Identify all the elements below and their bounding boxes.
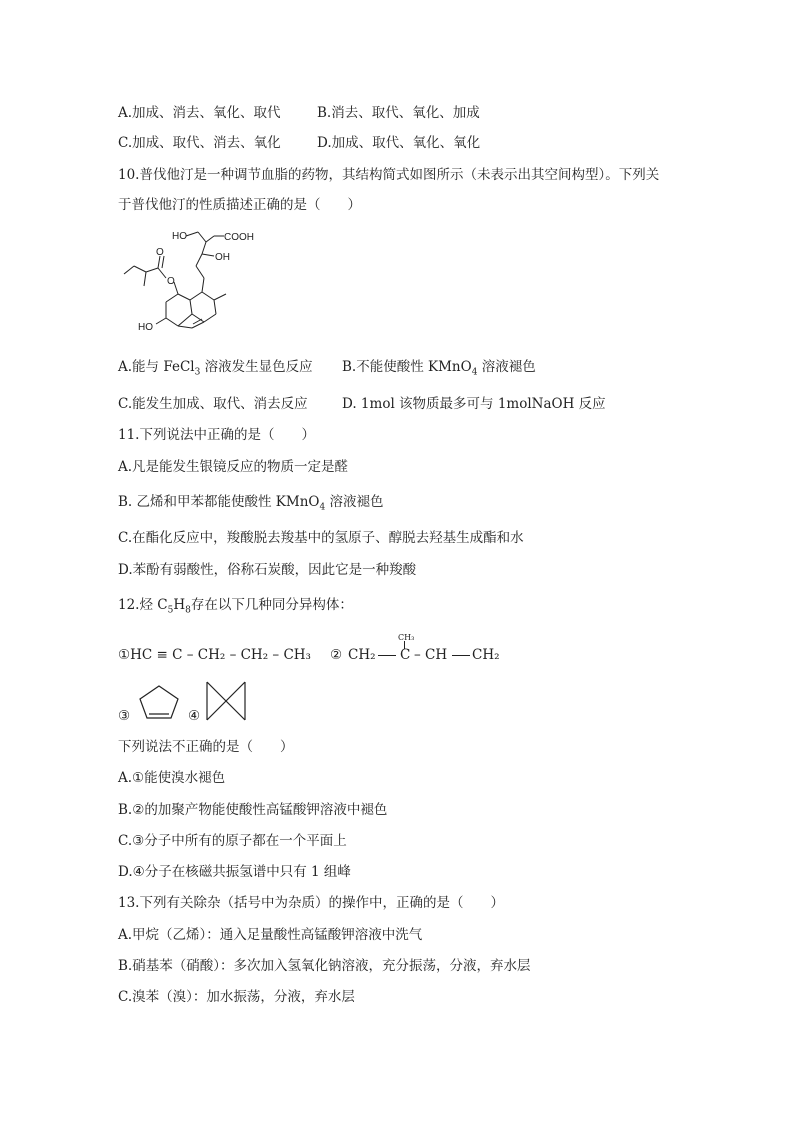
q12-stem-sub2: 8 bbox=[185, 605, 191, 616]
struct-o: O bbox=[167, 276, 175, 287]
spiropentane-structure bbox=[203, 678, 249, 724]
q12-isomer-2-ch2-right: CH₂ bbox=[472, 647, 500, 663]
q13-stem: 13.下列有关除杂（括号中为杂质）的操作中，正确的是（ ） bbox=[118, 895, 504, 911]
q10-option-b-post: 溶液褪色 bbox=[477, 359, 536, 375]
q10-option-b-pre: B.不能使酸性 KMnO bbox=[342, 359, 472, 375]
double-bond-left bbox=[378, 655, 396, 656]
q9-option-d: D.加成、取代、氧化、氧化 bbox=[317, 135, 481, 151]
q10-option-d: D. 1mol 该物质最多可与 1molNaOH 反应 bbox=[342, 396, 606, 412]
q10-option-a-sub: 3 bbox=[194, 367, 201, 378]
q11-option-b-post: 溶液褪色 bbox=[325, 494, 384, 510]
q12-isomer-2-c: C bbox=[400, 647, 411, 663]
cyclopentene-structure bbox=[132, 680, 186, 724]
struct-cooh: COOH bbox=[224, 232, 254, 243]
q11-option-b-sub: 4 bbox=[319, 502, 326, 513]
q11-stem: 11.下列说法中正确的是（ ） bbox=[118, 427, 315, 443]
q9-option-b: B.消去、取代、氧化、加成 bbox=[317, 105, 480, 121]
struct-oh: OH bbox=[215, 252, 230, 263]
q12-isomer-2-ch3: CH₃ bbox=[398, 633, 415, 642]
q9-option-c: C.加成、取代、消去、氧化 bbox=[118, 135, 281, 151]
q10-option-a-pre: A.能与 FeCl bbox=[118, 359, 195, 375]
q12-stem-mid: H bbox=[173, 597, 186, 613]
q12-stem-sub1: 5 bbox=[167, 605, 174, 616]
double-bond-right bbox=[452, 655, 470, 656]
q12-isomer-2-ch2-left: CH₂ bbox=[348, 647, 376, 663]
q11-option-b bbox=[118, 493, 384, 517]
q12-isomer-4-label: ④ bbox=[188, 708, 201, 724]
q11-option-c: C.在酯化反应中，羧酸脱去羧基中的氢原子、醇脱去羟基生成酯和水 bbox=[118, 530, 524, 546]
pravastatin-structure bbox=[118, 222, 278, 342]
q10-option-b-sub: 4 bbox=[471, 367, 478, 378]
q13-option-a: A.甲烷（乙烯）：通入足量酸性高锰酸钾溶液中洗气 bbox=[118, 927, 423, 943]
q10-stem-line1: 10.普伐他汀是一种调节血脂的药物，其结构简式如图所示（未表示出其空间构型）。下列关 bbox=[118, 167, 660, 183]
q11-option-a: A.凡是能发生银镜反应的物质一定是醛 bbox=[118, 459, 349, 475]
q12-stem-pre: 12.烃 C bbox=[118, 597, 168, 613]
q12-option-a: A.①能使溴水褪色 bbox=[118, 770, 226, 786]
struct-ho-top: HO bbox=[172, 231, 187, 242]
q12-stem bbox=[118, 596, 353, 620]
struct-o-carbonyl: O bbox=[156, 247, 164, 258]
q12-option-d: D.④分子在核磁共振氢谱中只有 1 组峰 bbox=[118, 864, 351, 880]
q10-option-b bbox=[342, 358, 536, 382]
q13-option-b: B.硝基苯（硝酸）：多次加入氢氧化钠溶液，充分振荡，分液，弃水层 bbox=[118, 958, 531, 974]
q10-option-a-post: 溶液发生显色反应 bbox=[200, 359, 313, 375]
q12-isomer-2-prefix: ② bbox=[330, 647, 343, 663]
q13-option-c: C.溴苯（溴）：加水振荡，分液，弃水层 bbox=[118, 989, 355, 1005]
q12-stem-post: 存在以下几种同分异构体： bbox=[190, 597, 353, 613]
q12-isomer-3-label: ③ bbox=[118, 708, 131, 724]
q10-option-a bbox=[118, 358, 313, 382]
q12-isomer-1: ①HC ≡ C – CH₂ – CH₂ – CH₃ bbox=[118, 647, 311, 663]
q9-option-a: A.加成、消去、氧化、取代 bbox=[118, 105, 281, 121]
q10-stem-line2: 于普伐他汀的性质描述正确的是（ ） bbox=[118, 197, 361, 213]
q12-prompt: 下列说法不正确的是（ ） bbox=[118, 739, 294, 755]
q12-option-b: B.②的加聚产物能使酸性高锰酸钾溶液中褪色 bbox=[118, 802, 388, 818]
q12-isomer-2-ch: – CH bbox=[414, 647, 448, 663]
q11-option-d: D.苯酚有弱酸性，俗称石炭酸，因此它是一种羧酸 bbox=[118, 562, 417, 578]
q11-option-b-pre: B. 乙烯和甲苯都能使酸性 KMnO bbox=[118, 494, 320, 510]
q12-option-c: C.③分子中所有的原子都在一个平面上 bbox=[118, 833, 347, 849]
q10-option-c: C.能发生加成、取代、消去反应 bbox=[118, 396, 308, 412]
struct-ho-ring: HO bbox=[138, 322, 153, 333]
